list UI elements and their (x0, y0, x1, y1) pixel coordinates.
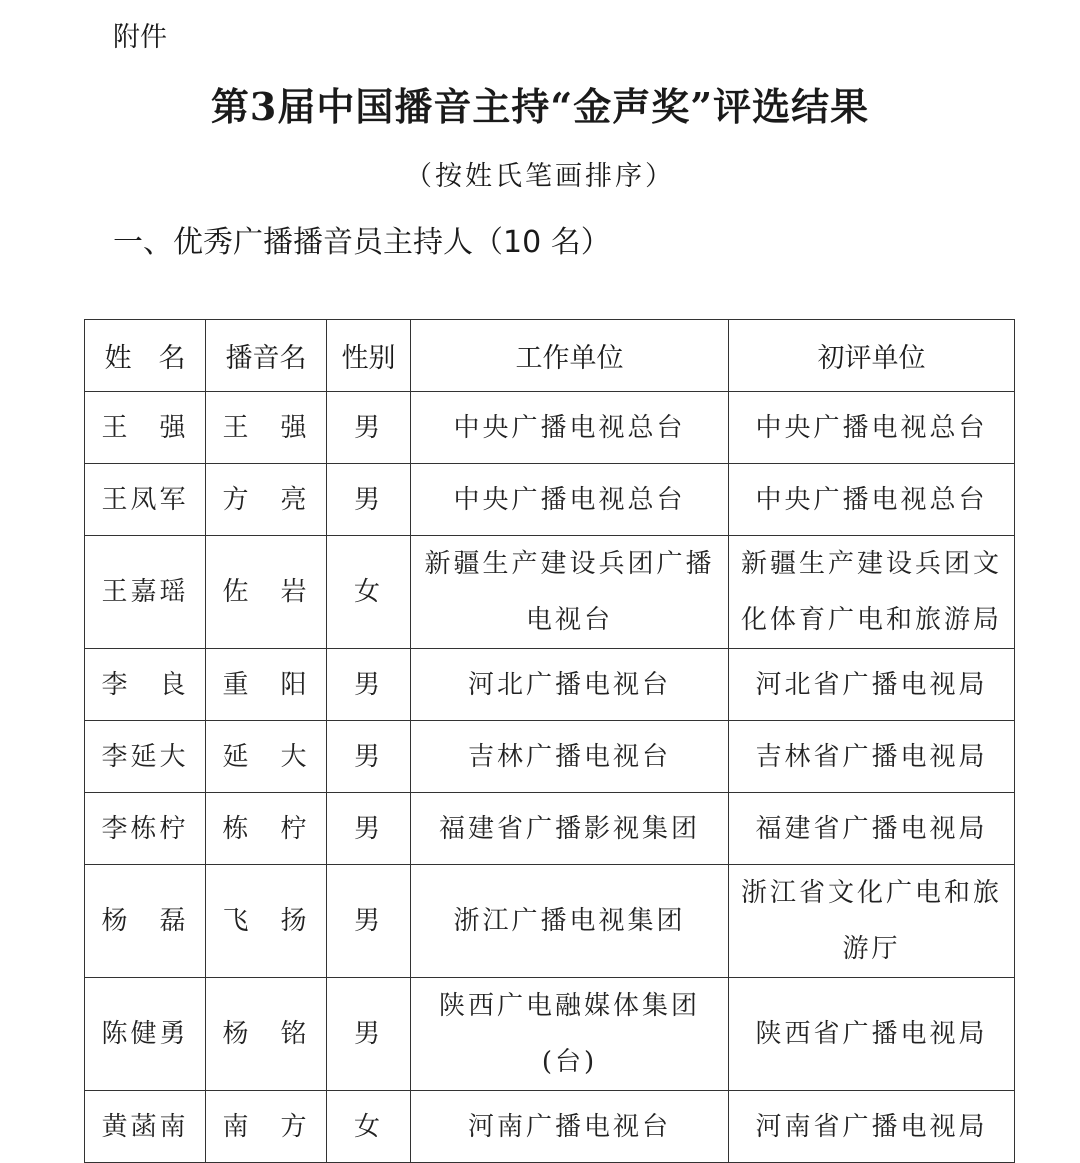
cell-name: 王 强 (85, 392, 206, 464)
header-work-unit: 工作单位 (411, 320, 729, 392)
cell-review-unit: 中央广播电视总台 (729, 392, 1015, 464)
cell-gender: 女 (327, 1091, 411, 1163)
cell-work-unit: 中央广播电视总台 (411, 392, 729, 464)
cell-work-unit: 河北广播电视台 (411, 649, 729, 721)
table-row (85, 793, 1015, 865)
cell-review-unit: 河南省广播电视局 (729, 1091, 1015, 1163)
cell-review-unit: 浙江省文化广电和旅游厅 (729, 865, 1015, 978)
table-row (85, 865, 1015, 978)
cell-gender: 男 (327, 978, 411, 1091)
table-row (85, 392, 1015, 464)
results-table (84, 319, 1015, 1163)
header-review-unit: 初评单位 (729, 320, 1015, 392)
cell-name: 黄菡南 (85, 1091, 206, 1163)
cell-gender: 男 (327, 793, 411, 865)
cell-review-unit: 新疆生产建设兵团文化体育广电和旅游局 (729, 536, 1015, 649)
document-subtitle: （按姓氏笔画排序） (405, 161, 675, 192)
cell-broadcast-name: 王 强 (206, 392, 327, 464)
table-row (85, 978, 1015, 1091)
cell-name: 陈健勇 (85, 978, 206, 1091)
table-row (85, 649, 1015, 721)
cell-review-unit: 吉林省广播电视局 (729, 721, 1015, 793)
table-row (85, 1091, 1015, 1163)
cell-gender: 女 (327, 536, 411, 649)
table-row (85, 721, 1015, 793)
header-name: 姓 名 (85, 320, 206, 392)
header-broadcast-name: 播音名 (206, 320, 327, 392)
cell-review-unit: 中央广播电视总台 (729, 464, 1015, 536)
cell-work-unit: 吉林广播电视台 (411, 721, 729, 793)
cell-work-unit: 浙江广播电视集团 (411, 865, 729, 978)
document-title: 第3届中国播音主持“金声奖”评选结果 (210, 84, 870, 129)
cell-name: 李栋柠 (85, 793, 206, 865)
cell-broadcast-name: 杨 铭 (206, 978, 327, 1091)
cell-review-unit: 陕西省广播电视局 (729, 978, 1015, 1091)
cell-broadcast-name: 佐 岩 (206, 536, 327, 649)
header-gender: 性别 (327, 320, 411, 392)
cell-name: 李 良 (85, 649, 206, 721)
cell-gender: 男 (327, 865, 411, 978)
cell-work-unit: 新疆生产建设兵团广播电视台 (411, 536, 729, 649)
cell-gender: 男 (327, 649, 411, 721)
cell-work-unit: 中央广播电视总台 (411, 464, 729, 536)
cell-broadcast-name: 方 亮 (206, 464, 327, 536)
cell-review-unit: 福建省广播电视局 (729, 793, 1015, 865)
cell-broadcast-name: 栋 柠 (206, 793, 327, 865)
cell-gender: 男 (327, 464, 411, 536)
cell-name: 杨 磊 (85, 865, 206, 978)
cell-work-unit: 福建省广播影视集团 (411, 793, 729, 865)
section-heading: 一、优秀广播播音员主持人（10 名） (113, 225, 611, 260)
cell-broadcast-name: 南 方 (206, 1091, 327, 1163)
cell-work-unit: 河南广播电视台 (411, 1091, 729, 1163)
cell-name: 王嘉瑶 (85, 536, 206, 649)
cell-work-unit: 陕西广电融媒体集团(台) (411, 978, 729, 1091)
cell-broadcast-name: 飞 扬 (206, 865, 327, 978)
table-row (85, 536, 1015, 649)
table-header-row (85, 320, 1015, 392)
cell-gender: 男 (327, 392, 411, 464)
cell-broadcast-name: 重 阳 (206, 649, 327, 721)
table-row (85, 464, 1015, 536)
cell-broadcast-name: 延 大 (206, 721, 327, 793)
attachment-label: 附件 (113, 22, 167, 53)
cell-review-unit: 河北省广播电视局 (729, 649, 1015, 721)
cell-name: 李延大 (85, 721, 206, 793)
cell-gender: 男 (327, 721, 411, 793)
cell-name: 王凤军 (85, 464, 206, 536)
